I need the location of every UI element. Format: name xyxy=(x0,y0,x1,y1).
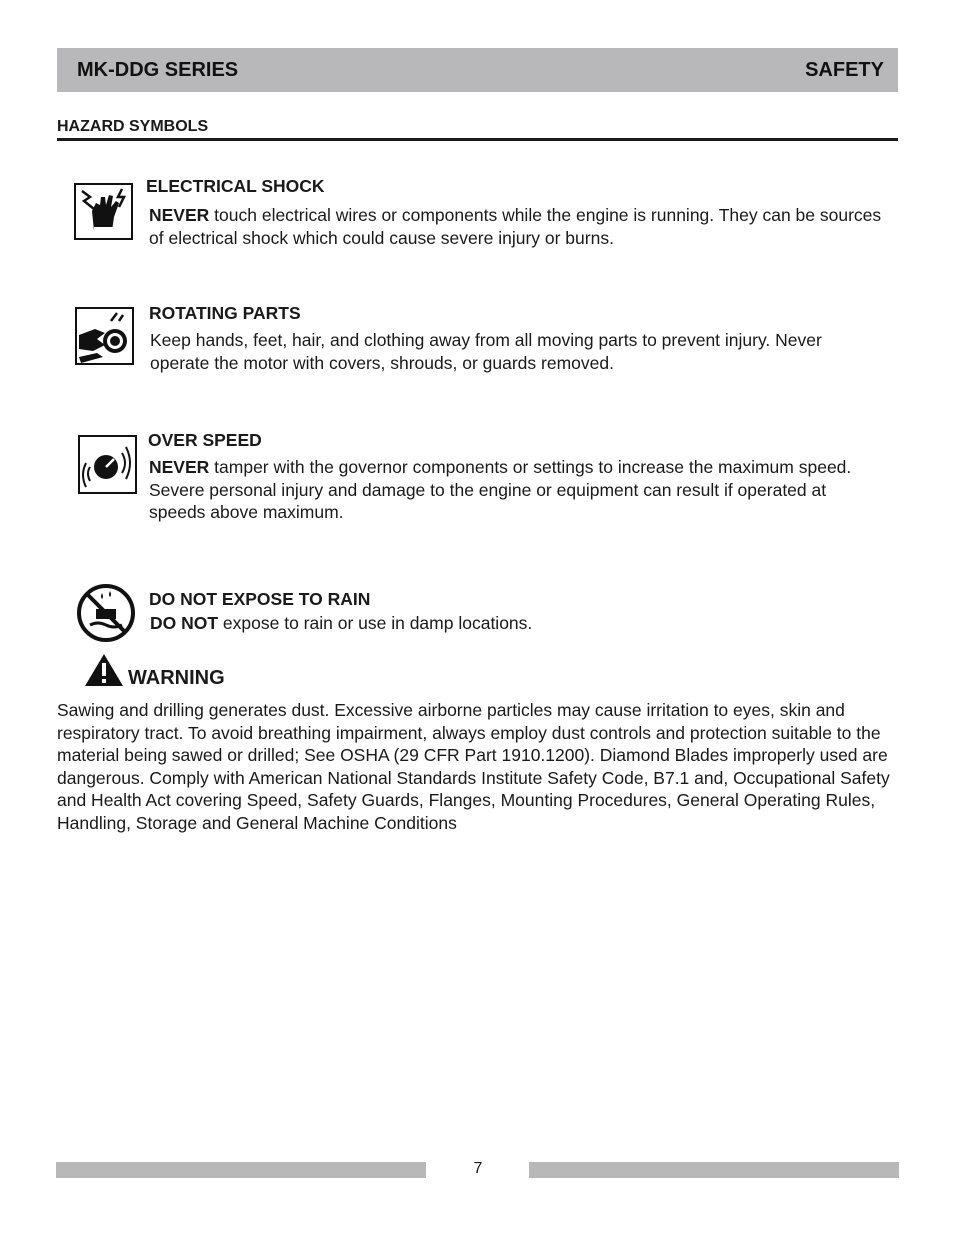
warning-text: Sawing and drilling generates dust. Excessive airborne particles may cause irritation to eyes, skin and respiratory tract. To avoid breathing impairment, always employ dust controls and protection suitable to the material being sawed or drilled; See OSHA (29 CFR Part 1910.1200). Diamond Blades improperly used are dangerous. Comply with American National Standards Institute Safety Code, B7.1 and, Occupational Safety and Health Act covering Speed, Safety Guards, Flanges, Mounting Procedures, General Operating Rules, Handling, Storage and General Machine Conditions xyxy=(57,700,890,833)
warning-heading xyxy=(84,656,225,692)
hazard-text: tamper with the governor components or settings to increase the maximum speed. Severe personal injury and damage to the engine or equipment can result if operated at speeds above maximum. xyxy=(149,457,852,522)
hazard-description xyxy=(149,456,879,524)
hazard-description xyxy=(149,204,889,249)
hazard-emphasis: NEVER xyxy=(149,457,210,477)
rotating-parts-icon xyxy=(75,307,135,372)
hazard-title: ELECTRICAL SHOCK xyxy=(146,176,325,196)
warning-triangle-icon xyxy=(84,653,124,692)
footer-bar-right xyxy=(529,1162,899,1178)
footer-bar-left xyxy=(56,1162,426,1178)
over-speed-icon xyxy=(78,435,138,500)
hazard-emphasis: DO NOT xyxy=(150,613,219,633)
series-title: MK-DDG SERIES xyxy=(77,58,239,81)
section-title: HAZARD SYMBOLS xyxy=(57,118,898,141)
hazard-title: DO NOT EXPOSE TO RAIN xyxy=(149,589,371,609)
page-number: 7 xyxy=(473,1160,483,1177)
hazard-description xyxy=(150,329,850,374)
warning-label: WARNING xyxy=(128,667,225,689)
hazard-title: ROTATING PARTS xyxy=(149,303,301,323)
hazard-text: Keep hands, feet, hair, and clothing away from all moving parts to prevent injury. Never operate the motor with covers, shrouds, or guards removed. xyxy=(150,330,822,373)
electrical-shock-icon xyxy=(74,183,134,246)
page-header xyxy=(57,48,898,92)
hazard-title: OVER SPEED xyxy=(148,430,262,450)
hazard-text: expose to rain or use in damp locations. xyxy=(218,613,533,633)
hazard-text: touch electrical wires or components while the engine is running. They can be sources of electrical shock which could cause severe injury or burns. xyxy=(149,205,882,248)
no-rain-icon xyxy=(76,583,136,648)
hazard-emphasis: NEVER xyxy=(149,205,210,225)
section-name: SAFETY xyxy=(805,58,884,81)
hazard-description xyxy=(150,612,850,635)
